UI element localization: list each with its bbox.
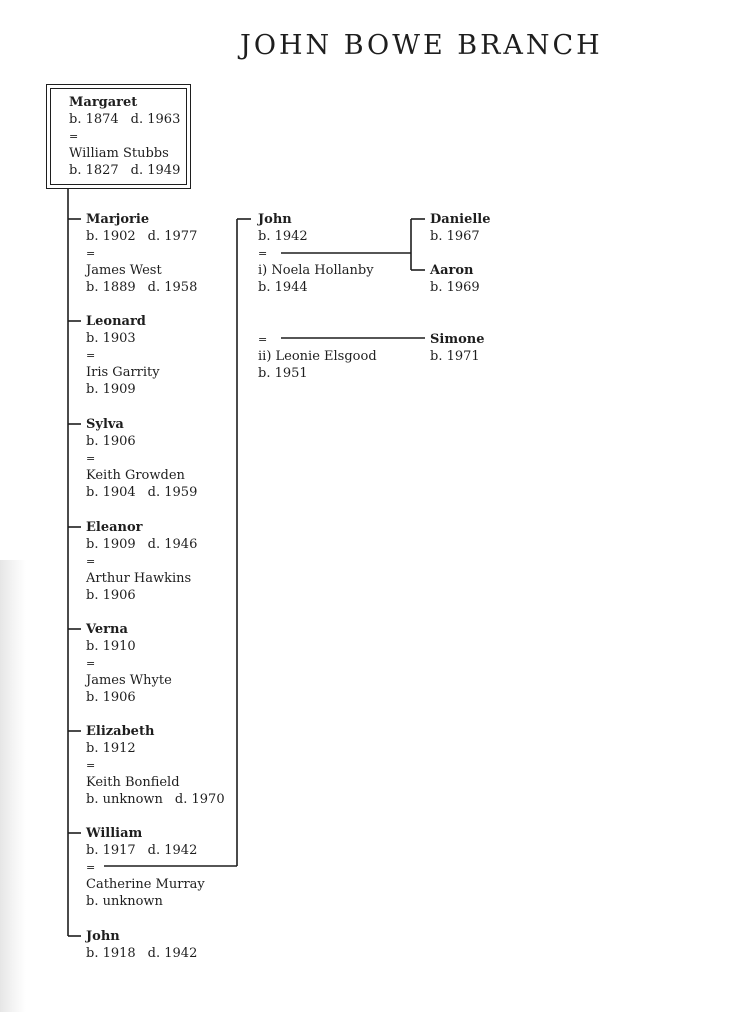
child-marriage-sign: = — [86, 657, 96, 670]
first-spouse-born: b. 1944 — [258, 280, 308, 295]
child-spouse: Iris Garrity — [86, 365, 160, 380]
child-died: d. 1942 — [147, 946, 198, 961]
child-spouse-born: b. 1904 — [86, 485, 136, 500]
child-spouse: Catherine Murray — [86, 877, 205, 892]
child-marriage-sign: = — [86, 555, 96, 568]
root-spouse: William Stubbs — [69, 146, 169, 161]
child-marriage-sign: = — [86, 247, 96, 260]
child-spouse-died: d. 1959 — [147, 485, 198, 500]
root-died: d. 1963 — [130, 112, 181, 127]
first-marriage-sign: = — [258, 247, 268, 260]
second-spouse: ii) Leonie Elsgood — [258, 349, 377, 364]
first-spouse: i) Noela Hollanby — [258, 263, 374, 278]
child-name: Marjorie — [86, 212, 150, 227]
child-born: b. 1918 — [86, 946, 136, 961]
root-spouse-died: d. 1949 — [130, 163, 181, 178]
child-spouse-died: d. 1970 — [174, 792, 225, 807]
grandson-born: b. 1942 — [258, 229, 308, 244]
child-name: Eleanor — [86, 520, 143, 535]
child-name: Sylva — [86, 417, 124, 432]
second-spouse-born: b. 1951 — [258, 366, 308, 381]
child-name: Verna — [86, 622, 128, 637]
child-marriage-sign: = — [86, 759, 96, 772]
child-born: b. 1917 — [86, 843, 136, 858]
child-born: b. 1909 — [86, 537, 136, 552]
child-spouse: Arthur Hawkins — [86, 571, 192, 586]
child-spouse: James Whyte — [86, 673, 172, 688]
child-spouse-born: b. 1889 — [86, 280, 136, 295]
child-spouse: Keith Bonfield — [86, 775, 180, 790]
root-name: Margaret — [69, 95, 138, 110]
child-spouse-born: b. 1906 — [86, 588, 136, 603]
child-spouse-born: b. unknown — [86, 894, 163, 909]
child-died: d. 1977 — [147, 229, 198, 244]
child-born: b. 1903 — [86, 331, 136, 346]
great-grandchild-born: b. 1971 — [430, 349, 480, 364]
child-marriage-sign: = — [86, 861, 96, 874]
child-born: b. 1912 — [86, 741, 136, 756]
second-marriage-sign: = — [258, 333, 268, 346]
child-spouse: James West — [86, 263, 162, 278]
child-spouse-died: d. 1958 — [147, 280, 198, 295]
root-marriage-sign: = — [69, 130, 79, 143]
child-spouse-born: b. unknown — [86, 792, 163, 807]
child-born: b. 1902 — [86, 229, 136, 244]
root-spouse-born: b. 1827 — [69, 163, 119, 178]
child-born: b. 1906 — [86, 434, 136, 449]
root-born: b. 1874 — [69, 112, 119, 127]
child-spouse-born: b. 1909 — [86, 382, 136, 397]
child-died: d. 1942 — [147, 843, 198, 858]
child-name: Leonard — [86, 314, 146, 329]
child-spouse: Keith Growden — [86, 468, 185, 483]
great-grandchild-name: Simone — [430, 332, 485, 347]
great-grandchild-born: b. 1967 — [430, 229, 480, 244]
child-marriage-sign: = — [86, 349, 96, 362]
great-grandchild-born: b. 1969 — [430, 280, 480, 295]
page-title: JOHN BOWE BRANCH — [240, 30, 603, 61]
child-spouse-born: b. 1906 — [86, 690, 136, 705]
child-died: d. 1946 — [147, 537, 198, 552]
child-born: b. 1910 — [86, 639, 136, 654]
child-name: Elizabeth — [86, 724, 155, 739]
grandson-name: John — [258, 212, 292, 227]
great-grandchild-name: Aaron — [430, 263, 474, 278]
child-marriage-sign: = — [86, 452, 96, 465]
great-grandchild-name: Danielle — [430, 212, 491, 227]
child-name: John — [86, 929, 120, 944]
child-name: William — [86, 826, 143, 841]
